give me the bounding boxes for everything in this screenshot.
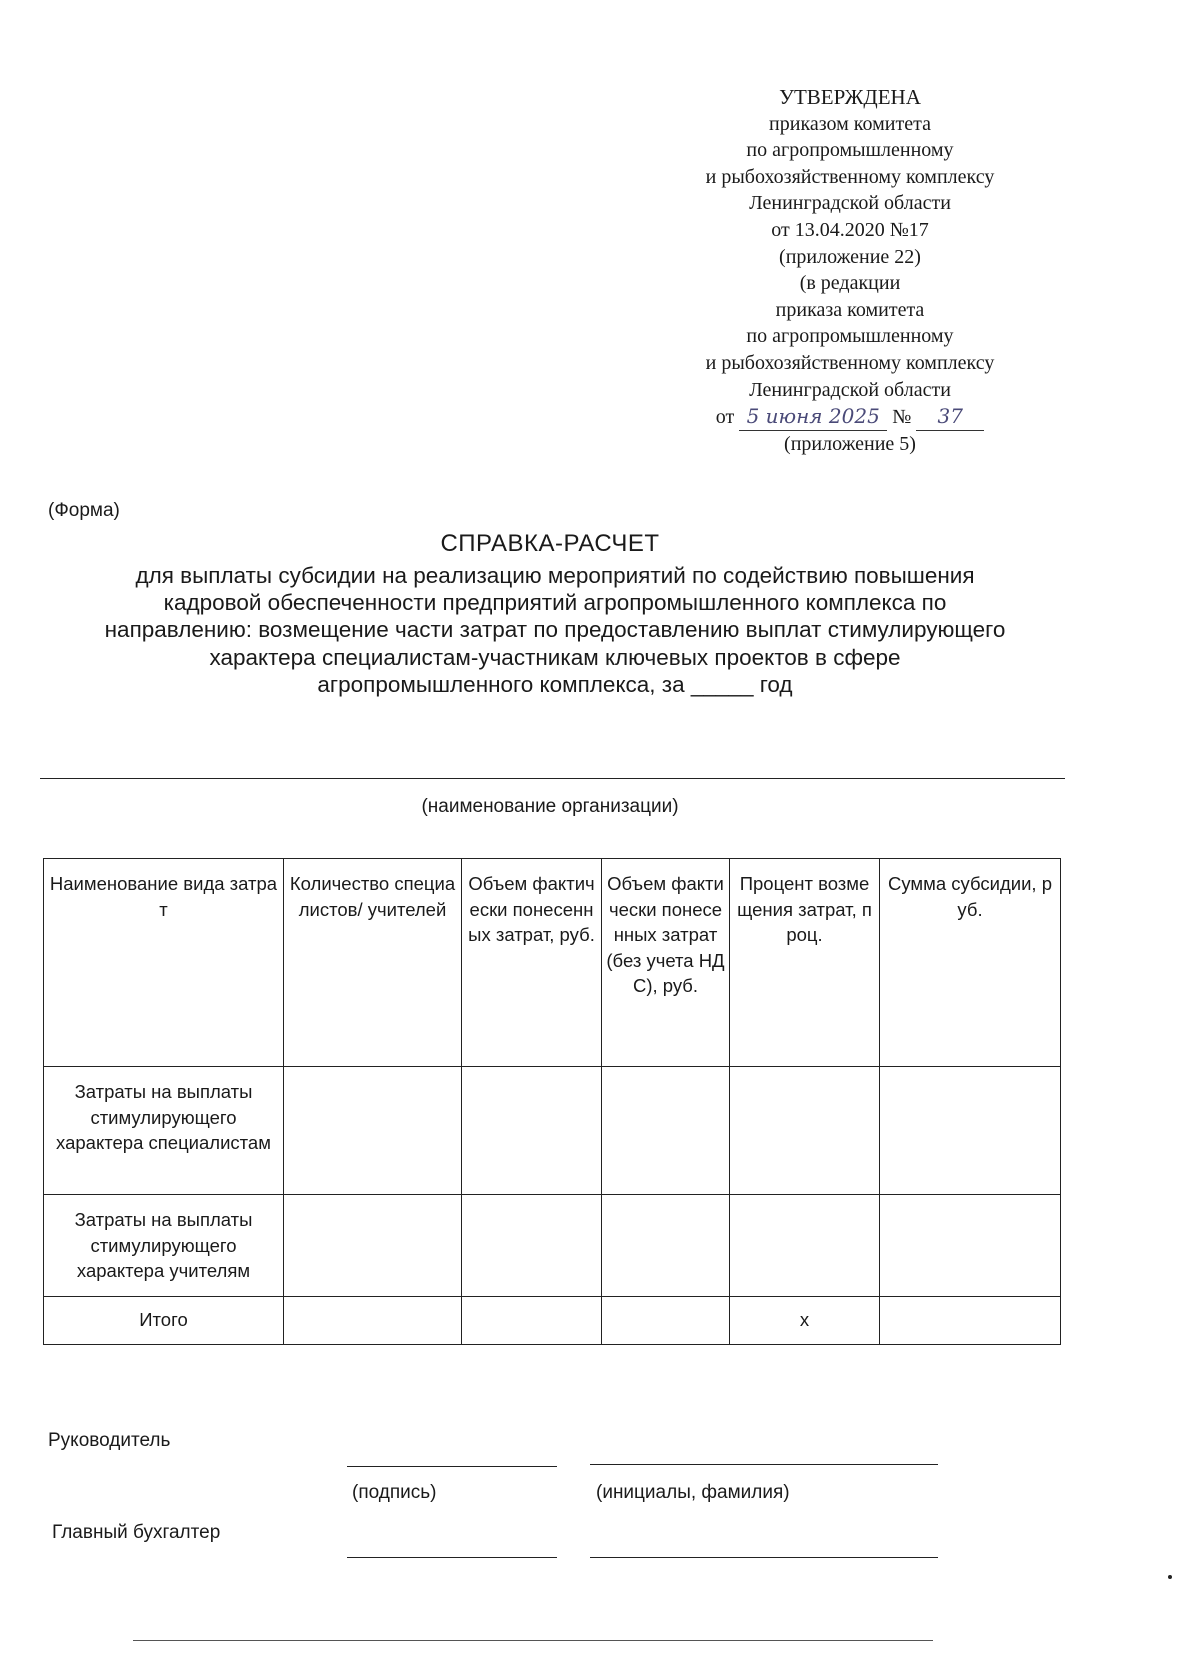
subtitle-line: агропромышленного комплекса, за _____ год	[317, 671, 793, 697]
cell-cost-type: Затраты на выплаты стимулирующего характера учителям	[44, 1195, 284, 1297]
accountant-label: Главный бухгалтер	[52, 1522, 221, 1543]
number-prefix: №	[892, 406, 912, 429]
table-row	[44, 1195, 1061, 1297]
organization-name-line[interactable]	[40, 778, 1065, 779]
approval-line: от 13.04.2020 №17	[771, 218, 929, 241]
header-subsidy-amount: Сумма субсидии, руб.	[880, 859, 1061, 1067]
approval-line: (в редакции	[799, 272, 901, 295]
subtitle-line: направлению: возмещение части затрат по предоставлению выплат стимулирующего	[104, 617, 1006, 643]
head-name-line[interactable]	[590, 1464, 938, 1465]
approval-block	[650, 84, 1050, 457]
cell-subsidy-amount[interactable]	[880, 1296, 1061, 1344]
document-subtitle	[40, 562, 1070, 698]
handwritten-date: 5 июня 2025	[739, 403, 887, 431]
cell-actual-costs-no-vat[interactable]	[602, 1296, 730, 1344]
table-row	[44, 1067, 1061, 1195]
approval-heading: УТВЕРЖДЕНА	[779, 85, 921, 109]
cell-specialist-count[interactable]	[284, 1195, 462, 1297]
form-label: (Форма)	[48, 500, 120, 521]
approval-line: по агропромышленному	[746, 325, 954, 348]
cell-reimbursement-percent[interactable]	[730, 1067, 880, 1195]
cell-specialist-count[interactable]	[284, 1296, 462, 1344]
cell-total-label: Итого	[44, 1296, 284, 1344]
approval-line: и рыбохозяйственному комплексу	[705, 165, 995, 188]
head-label: Руководитель	[48, 1430, 171, 1451]
cell-actual-costs[interactable]	[462, 1067, 602, 1195]
document-title: СПРАВКА-РАСЧЕТ	[440, 530, 660, 557]
cell-specialist-count[interactable]	[284, 1067, 462, 1195]
header-specialist-count: Количество специалистов/ учителей	[284, 859, 462, 1067]
header-actual-costs: Объем фактически понесенных затрат, руб.	[462, 859, 602, 1067]
approval-line: Ленинградской области	[749, 378, 951, 401]
accountant-name-line[interactable]	[590, 1557, 938, 1558]
accountant-signature-line[interactable]	[347, 1557, 557, 1558]
subtitle-line: для выплаты субсидии на реализацию мероприятий по содействию повышения	[135, 563, 975, 588]
cell-actual-costs-no-vat[interactable]	[602, 1195, 730, 1297]
subtitle-line: характера специалистам-участникам ключевых проектов в сфере	[209, 644, 901, 670]
bottom-rule	[133, 1640, 933, 1641]
name-caption: (инициалы, фамилия)	[596, 1482, 790, 1503]
cell-actual-costs[interactable]	[462, 1195, 602, 1297]
cell-cost-type: Затраты на выплаты стимулирующего характера специалистам	[44, 1067, 284, 1195]
approval-line: приказом комитета	[769, 112, 931, 135]
signature-caption: (подпись)	[352, 1482, 437, 1503]
approval-appendix: (приложение 5)	[784, 432, 916, 455]
head-signature-line[interactable]	[347, 1466, 557, 1467]
approval-line: по агропромышленному	[746, 139, 954, 162]
cost-table	[43, 858, 1061, 1345]
cell-reimbursement-percent[interactable]	[730, 1195, 880, 1297]
header-actual-costs-no-vat: Объем фактически понесенных затрат (без учета НДС), руб.	[602, 859, 730, 1067]
approval-line: Ленинградской области	[749, 192, 951, 215]
approval-date-line	[650, 403, 1050, 431]
table-header-row	[44, 859, 1061, 1067]
approval-line: приказа комитета	[775, 298, 925, 321]
handwritten-number: 37	[916, 403, 984, 431]
date-prefix: от	[715, 406, 735, 429]
header-reimbursement-percent: Процент возмещения затрат, проц.	[730, 859, 880, 1067]
subtitle-line: кадровой обеспеченности предприятий агропромышленного комплекса по	[163, 590, 947, 616]
cell-subsidy-amount[interactable]	[880, 1195, 1061, 1297]
approval-line: и рыбохозяйственному комплексу	[705, 351, 995, 374]
header-cost-type: Наименование вида затрат	[44, 859, 284, 1067]
scan-speck	[1168, 1575, 1172, 1579]
approval-line: (приложение 22)	[779, 245, 921, 268]
cell-actual-costs-no-vat[interactable]	[602, 1067, 730, 1195]
cell-actual-costs[interactable]	[462, 1296, 602, 1344]
organization-caption: (наименование организации)	[421, 796, 679, 817]
table-total-row	[44, 1296, 1061, 1344]
cell-subsidy-amount[interactable]	[880, 1067, 1061, 1195]
cell-reimbursement-percent: х	[730, 1296, 880, 1344]
